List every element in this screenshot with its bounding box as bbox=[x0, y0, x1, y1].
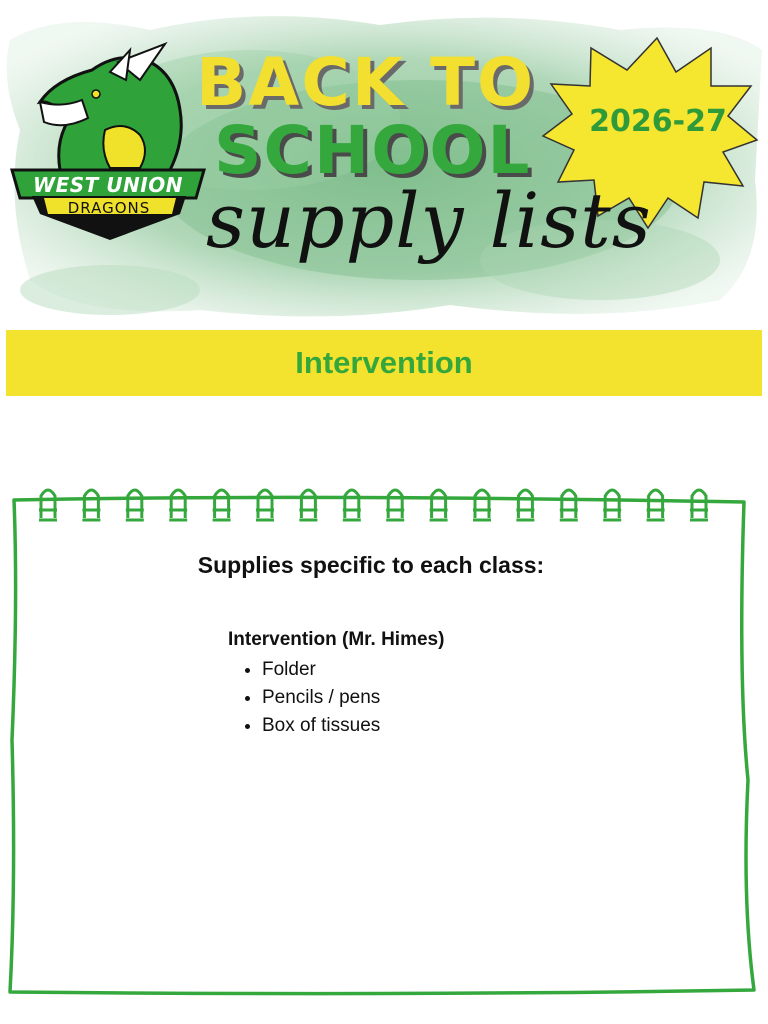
spiral-ring bbox=[386, 490, 404, 520]
spiral-ring bbox=[213, 490, 231, 520]
school-year: 2026-27 bbox=[589, 104, 727, 139]
spiral-ring bbox=[560, 490, 578, 520]
spiral-ring bbox=[603, 490, 621, 520]
header bbox=[0, 0, 768, 330]
logo-school-name: WEST UNION bbox=[33, 173, 183, 197]
section-banner bbox=[6, 330, 762, 396]
section-title: Intervention bbox=[295, 345, 473, 380]
class-title: Intervention (Mr. Himes) bbox=[228, 629, 445, 650]
supply-list bbox=[228, 656, 380, 740]
spiral-ring bbox=[126, 490, 144, 520]
content-heading: Supplies specific to each class: bbox=[197, 552, 545, 578]
list-item: • Pencils / pens bbox=[262, 684, 380, 712]
spiral-ring bbox=[343, 490, 361, 520]
list-item: • Box of tissues bbox=[262, 712, 380, 740]
list-item: • Folder bbox=[262, 656, 380, 684]
title-supply-lists: supply lists bbox=[206, 176, 652, 265]
spiral-ring bbox=[256, 490, 274, 520]
spiral-rings bbox=[39, 490, 708, 520]
spiral-ring bbox=[473, 490, 491, 520]
title-back-to: BACK TO bbox=[196, 44, 536, 121]
logo-mascot-name: DRAGONS bbox=[67, 199, 151, 217]
spiral-ring bbox=[647, 490, 665, 520]
spiral-ring bbox=[169, 490, 187, 520]
spiral-ring bbox=[430, 490, 448, 520]
spiral-ring bbox=[299, 490, 317, 520]
title-school: SCHOOL bbox=[214, 112, 532, 189]
spiral-ring bbox=[690, 490, 708, 520]
spiral-ring bbox=[82, 490, 100, 520]
spiral-ring bbox=[516, 490, 534, 520]
spiral-ring bbox=[39, 490, 57, 520]
